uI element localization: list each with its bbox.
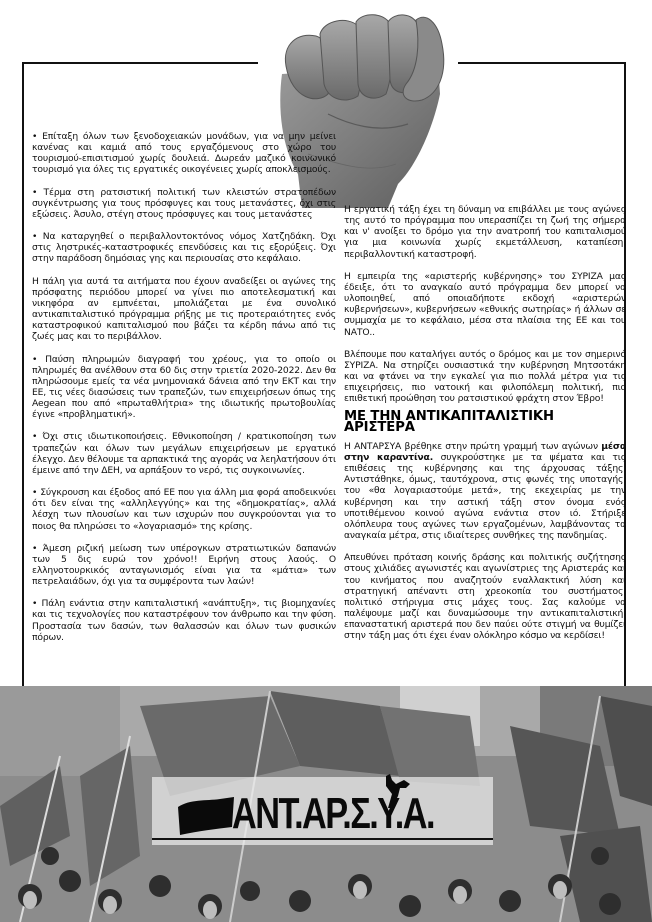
right-column [344, 204, 626, 652]
section-heading: ΜΕ ΤΗΝ ΑΝΤΙΚΑΠΙΤΑΛΙΣΤΙΚΗ ΑΡΙΣΤΕΡΑ [344, 408, 554, 435]
paragraph-working-class: Η εργατική τάξη έχει τη δύναμη να επιβάλλει με τους αγώνες της αυτό το πρόγραμμα που υπερασπίζει τη ζωή της σήμερα και ν' ανοίξει το δρόμο για την ανατροπή του καπιταλισμού για μια κοινωνία χωρίς εκμετάλλευση, καταπίεση, περιβαλλοντική καταστροφή. [344, 204, 626, 260]
demand-bullet: • Σύγκρουση και έξοδος από ΕΕ που για άλλη μια φορά αποδεικνύει ότι δεν είναι της «αλληλεγγύης» και της «δημοκρατίας», αλλά λέσχη των πλουσίων και των ισχυρών που συγκρούονται για το ποιος θα πληρώσει το «λογαριασμό» της κρίσης. [32, 487, 336, 532]
paragraph-antarsya-end: συγκρούστηκε με τα ψέματα και τις επιθέσεις της κυβέρνησης και της άρχουσας τάξης. Αντιστάθηκε, όμως, ταυτόχρονα, στις φωνές της υποταγής, του «θα λογαριαστούμε μετά», της εκεχειρίας με την κυβέρνηση και την αστική τάξη στον όνομα ενός υποτιθέμενου κοινού αγώνα ενάντια στον ιό. Στήριξε ολόπλευρα τους αγώνες των εργαζομένων, λαμβάνοντας τα αναγκαία μέτρα, στις ιδιαίτερες συνθήκες της πανδημίας. [344, 451, 626, 542]
fighter-figure-icon [380, 774, 414, 808]
demand-bullet: • Τέρμα στη ρατσιστική πολιτική των κλειστών στρατοπέδων συγκέντρωσης για τους πρόσφυγες και τους μετανάστες, όχι στις εξώσεις. Άσυλο, στέγη στους πρόσφυγες και τους μετανάστες [32, 186, 336, 220]
paragraph-call-to-action: Απευθύνει πρόταση κοινής δράσης και πολιτικής συζήτησης στους χιλιάδες αγωνιστές και αγωνίστριες της Αριστεράς και του κινήματος που αναζητούν εναλλακτική λύση και στρατηγική απέναντι στη χρεοκοπία του συστήματος, πολιτικό στήριγμα στις μάχες τους. Σας καλούμε να παλέψουμε μαζί και δυναμώσουμε την αντικαπιταλιστική, επαναστατική αριστερά που δεν παύει ούτε στιγμή να θυμίζει στην τάξη μας ότι έχει έναν ολόκληρο κόσμο να κερδίσει! [344, 552, 626, 642]
paragraph-antarsya-start: Η ΑΝΤΑΡΣΥΑ βρέθηκε στην πρώτη γραμμή των αγώνων [344, 440, 602, 452]
left-column [32, 131, 336, 654]
demand-bullet: • Παύση πληρωμών διαγραφή του χρέους, για το οποίο οι πληρωμές θα ανέλθουν στα 60 δις στην τριετία 2020-2022. Δεν θα πληρώσουμε εμείς τα νέα μνημονιακά δάνεια από την ΕΚΤ και την ΕΕ, τις νέες διασώσεις των τραπεζών, των επιχειρήσεων όπως της Aegean που από «πρωταθλήτρια» της ιδιωτικής πρωτοβουλίας έγινε «προβληματική». [32, 353, 336, 421]
logo-underline [152, 838, 493, 840]
flag-icon [176, 797, 236, 835]
paragraph-antarsya-bold: μέσα στην καραντίνα. [344, 440, 626, 463]
demand-bullet: • Άμεση ριζική μείωση των υπέρογκων στρατιωτικών δαπανών των 5 δις ευρώ τον χρόνο!! Ειρήνη στους λαούς. Ο ελληνοτουρκικός ανταγωνισμός είναι για τα «μάτια» των πετρελαιάδων, όχι για τα συμφέροντα των λαών! [32, 542, 336, 588]
paragraph-antarsya [344, 441, 626, 541]
demand-bullet: • Όχι στις ιδιωτικοποιήσεις. Εθνικοποίηση / κρατικοποίηση των τραπεζών και όλων των μεγάλων επιχειρήσεων με εργατικό έλεγχο. Δεν θέλουμε τα αρπακτικά της αγοράς να λεηλατήσουν ότι έμεινε από την ΔΕΗ, να αρπάξουν το νερό, τις συγκοινωνίες. [32, 431, 336, 476]
logo-wordmark: ΑΝΤ.ΑΡ.Σ.Υ.Α. [232, 789, 434, 838]
paragraph-syriza-experience: Η εμπειρία της «αριστερής κυβέρνησης» του ΣΥΡΙΖΑ μας έδειξε, ότι το αναγκαίο αυτό πρόγραμμα δεν μπορεί να υλοποιηθεί, από οποιαδήποτε εκδοχή «αριστερών κυβερνήσεων», κυβερνήσεων «εθνικής σωτηρίας» ή άλλων σε συμμαχία με το κεφάλαιο, μέσα στα πλαίσια της ΕΕ και του ΝΑΤΟ.. [344, 270, 626, 338]
demand-bullet: • Πάλη ενάντια στην καπιταλιστική «ανάπτυξη», τις βιομηχανίες και τις τεχνολογίες που καταστρέφουν τον άνθρωπο και την φύση. Προστασία των δασών, των θαλασσών και όλων των φυσικών πόρων. [32, 598, 336, 643]
demand-bullet: • Να καταργηθεί ο περιβαλλοντοκτόνος νόμος Χατζηδάκη. Όχι στις ληστρικές-καταστροφικές επενδύσεις και τις εξορύξεις. Όχι στην παράδοση δημόσιας γης και περιουσίας στο κεφάλαιο. [32, 231, 336, 265]
intro-paragraph: Η πάλη για αυτά τα αιτήματα που έχουν αναδείξει οι αγώνες της πρόσφατης περιόδου μπορεί να γίνει πιο αποτελεσματική και νικηφόρα αν εμπνέεται, μπολιάζεται με ένα συνολικό αντικαπιταλιστικό πρόγραμμα ρήξης με τις προτεραιότητες ενός καταστροφικού καπιταλισμού που βάζει τα κέρδη πάνω από τις ζωές μας και το περιβάλλον. [32, 275, 336, 343]
paragraph-syriza-today: Βλέπουμε που καταλήγει αυτός ο δρόμος και με τον σημερινό ΣΥΡΙΖΑ. Να στηρίζει ουσιαστικά την κυβέρνηση Μητσοτάκη και να φτάνει να την εγκαλεί για πιο πολλά μέτρα για τις επιχειρήσεις, πιο νατοική και φιλοπόλεμη πολιτική, πιο επιθετική προώθηση του ρατσιστικού φράχτη στον Έβρο! [344, 348, 626, 405]
demand-bullet: • Επίταξη όλων των ξενοδοχειακών μονάδων, για να μην μείνει κανένας και καμιά από τους εργαζόμενους στο χώρο του τουρισμού-επισιτισμού χωρίς δουλειά. Δωρεάν μαζικό κοινωνικό τουρισμό για όλες τις εργατικές οικογένειες χωρίς αποκλεισμούς. [32, 131, 336, 176]
